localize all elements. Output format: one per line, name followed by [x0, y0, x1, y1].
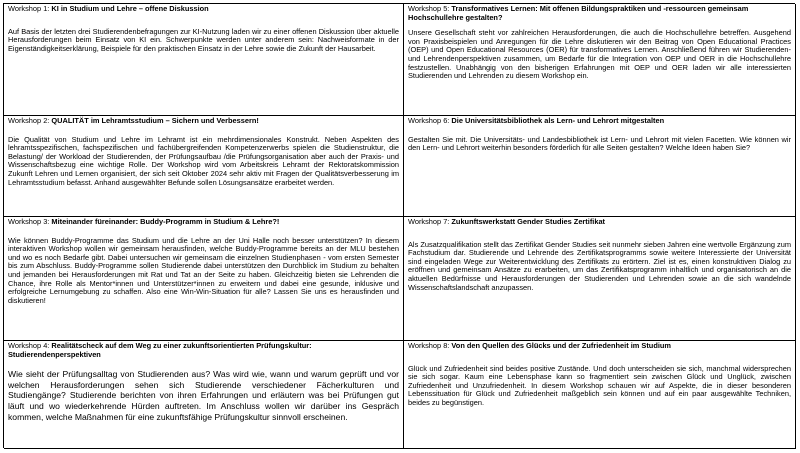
workshop-description: Auf Basis der letzten drei Studierendenbefragungen zur KI-Nutzung laden wir zu einer offenen Diskussion über aktuelle Herausforderungen beim Einsatz von KI ein. Schwerpunkte werden unter anderem sein: Nachweisformate in der Eigenständigkeitserklärung, Beispiele für den praktischen Einsatz in der Lehre sowie die Zukunft der Hausarbeit.: [8, 26, 399, 53]
workshop-description: Wie sieht der Prüfungsalltag von Studierenden aus? Was wird wie, wann und warum geprüft und vor welchen Herausforderungen sehen sich Studierende verschiedener Fächerkulturen und Studiengänge? Studierende berichten von ihren Erfahrungen und erläutern was bei Prüfungen gut läuft und wo wiederkehrende Hürden auftreten. Im Anschluss wollen wir darüber ins Gespräch kommen, welche Maßnahmen für eine zukunftsfähige Prüfungskultur sinnvoll erscheinen.: [8, 369, 399, 422]
workshop-heading: Workshop 7: Zukunftswerkstatt Gender Studies Zertifikat: [408, 217, 606, 226]
workshop-heading: Workshop 1: KI in Studium und Lehre – offene Diskussion: [8, 4, 209, 13]
workshop-table: [3, 3, 795, 448]
workshop-title: Die Universitätsbibliothek als Lern- und Lehrort mitgestalten: [451, 116, 665, 125]
workshop-cell-2: [4, 116, 404, 217]
workshop-cell-8: [404, 341, 796, 449]
workshop-title: QUALITÄT im Lehramtsstudium – Sichern und Verbessern!: [51, 116, 259, 125]
workshop-description: Wie können Buddy-Programme das Studium und die Lehre an der Uni Halle noch besser unterstützen? In diesem interaktiven Workshop wollen wir gemeinsam herausfinden, welche Buddy-Programme bereits an der MLU bestehen und wo es noch Bedarfe gibt. Dabei untersuchen wir gemeinsam die einzelnen Studienphasen - vom ersten Semester bis zum Abschluss. Buddy-Programme sollen Studierende dabei unterstützen den Durchblick im Studium zu behalten und jemanden bei Herausforderungen mit Rat und Tat an der Seite zu haben. Gleichzeitig bieten sie Lehrenden die Chance, ihre Rolle als Mentor*innen und Unterstützer*innen zu erweitern und dabei eine gesunde, inklusive und erfolgreiche Lernumgebung zu schaffen. Also eine Win-Win-Situation für alle? Lassen Sie uns es herausfinden und diskutieren!: [8, 235, 399, 305]
workshop-description: Gestalten Sie mit. Die Universitäts- und Landesbibliothek ist Lern- und Lehrort mit vielen Facetten. Wie können wir den Lern- und Lehrort weiterhin besonders förderlich für alle Seiten gestalten? Welche Ideen haben Sie?: [408, 134, 791, 153]
workshop-heading: Workshop 2: QUALITÄT im Lehramtsstudium – Sichern und Verbessern!: [8, 116, 259, 125]
workshop-cell-3: [4, 217, 404, 341]
workshop-title: Zukunftswerkstatt Gender Studies Zertifikat: [451, 217, 606, 226]
workshop-cell-7: [404, 217, 796, 341]
workshop-heading: Workshop 3: Miteinander füreinander: Buddy-Programm in Studium & Lehre?!: [8, 217, 280, 226]
workshop-description: Als Zusatzqualifikation stellt das Zertifikat Gender Studies seit nunmehr sieben Jahren eine wertvolle Ergänzung zum Fachstudium dar. Studierende und Lehrende des Zertifikatsprogramms sowie weitere Interessierte der Universität sind eingeladen Wege zur Weiterentwicklung des Zertifikats zu erörtern. Ziel ist es, einen konstruktiven Dialog zu eröffnen und gemeinsam Ansätze zu erarbeiten, um das Zertifikatsprogramm inhaltlich und organisatorisch an die aktuellen Bedürfnisse und Herausforderungen der Studierenden und Lehrenden sowie an die sich wandelnde Wissenschaftslandschaft anzupassen.: [408, 239, 791, 292]
workshop-heading: Workshop 8: Von den Quellen des Glücks und der Zufriedenheit im Studium: [408, 341, 671, 350]
workshop-title: Von den Quellen des Glücks und der Zufriedenheit im Studium: [451, 341, 671, 350]
workshop-title: Miteinander füreinander: Buddy-Programm in Studium & Lehre?!: [51, 217, 280, 226]
workshop-cell-6: [404, 116, 796, 217]
workshop-title: KI in Studium und Lehre – offene Diskussion: [51, 4, 209, 13]
workshop-cell-5: [404, 4, 796, 116]
workshop-description: Glück und Zufriedenheit sind beides positive Zustände. Und doch unterscheiden sie sich, manchmal widersprechen sie sich sogar. Kaum eine Lebensphase kann so fragmentiert sein zwischen Glück und Unglück, zwischen Zufriedenheit und Unzufriedenheit. In diesem Workshop schauen wir auf Aspekte, die in dieser besonderen Lebenssituation für Glück und Zufriedenheit maßgeblich sein können und auf ein paar ausgewählte Techniken, beides zu begünstigen.: [408, 363, 791, 407]
workshop-description: Die Qualität von Studium und Lehre im Lehramt ist ein mehrdimensionales Konstrukt. Neben Aspekten des lehramtsspezifischen, fachspezifischen und fachübergreifenden Kompetenzerwerbs spielen die Studienstruktur, die Belastung/ der Workload der Studierenden, der Prüfungsaufbau /die Prüfungsorganisation aber auch der Praxis- und Wissenschaftsbezug eine wichtige Rolle. Der Workshop wird vom Arbeitskreis Lehramt der Rektoratskommission Zukunft Lehren und Lernen organisiert, der sich seit Oktober 2024 sehr aktiv mit Fragen der Qualitätsverbesserung im Lehramtsstudium befasst. Anhand ausgewählter Befunde sollen Lösungsansätze erarbeitet werden.: [8, 134, 399, 187]
workshop-cell-4: [4, 341, 404, 449]
workshop-heading: Workshop 5: Transformatives Lernen: Mit offenen Bildungspraktiken und -ressourcen gemeinsam Hochschullehre gestalten?: [408, 4, 749, 22]
workshop-description: Unsere Gesellschaft steht vor zahlreichen Herausforderungen, die auch die Hochschullehre betreffen. Ausgehend von Praxisbeispielen und Anregungen für die Lehre diskutieren wir den Beitrag von Open Educational Practices (OEP) und Open Educational Resources (OER) für transformatives Lernen. Anschließend führen wir Studierenden- und Lehrendenperspektiven zusammen, um Bedarfe für die Integration von OEP und OER in die Hochschullehre festzustellen. Unabhängig von den bisherigen Erfahrungen mit OEP und OER laden wir alle interessierten Studierenden und Lehrenden zu diesem Workshop ein.: [408, 28, 791, 81]
workshop-heading: Workshop 4: Realitätscheck auf dem Weg zu einer zukunftsorientierten Prüfungskultur: Studierendenperspektiven: [8, 341, 312, 359]
workshop-title: Realitätscheck auf dem Weg zu einer zukunftsorientierten Prüfungskultur: Studierendenperspektiven: [8, 341, 312, 359]
workshop-cell-1: [4, 4, 404, 116]
workshop-title: Transformatives Lernen: Mit offenen Bildungspraktiken und -ressourcen gemeinsam Hochschullehre gestalten?: [408, 4, 749, 22]
workshop-heading: Workshop 6: Die Universitätsbibliothek als Lern- und Lehrort mitgestalten: [408, 116, 665, 125]
